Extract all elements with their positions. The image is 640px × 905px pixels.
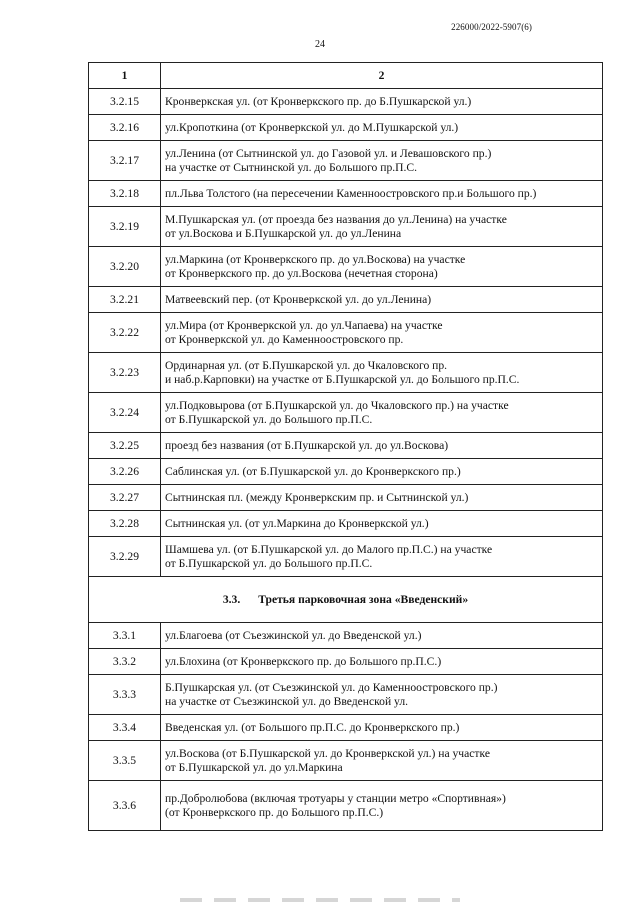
description-line: Сытнинская ул. (от ул.Маркина до Кронверкской ул.) <box>165 516 429 530</box>
description-line: от Б.Пушкарской ул. до Большого пр.П.С. <box>165 412 373 426</box>
row-description <box>161 741 603 781</box>
row-number: 3.2.24 <box>89 393 161 433</box>
description-line: ул.Блохина (от Кронверкского пр. до Большого пр.П.С.) <box>165 654 442 668</box>
row-description <box>161 649 603 675</box>
table-row <box>89 511 603 537</box>
table-row <box>89 485 603 511</box>
table-row <box>89 247 603 287</box>
row-number: 3.2.29 <box>89 537 161 577</box>
table-row <box>89 781 603 831</box>
description-line: и наб.р.Карповки) на участке от Б.Пушкарской ул. до Большого пр.П.С. <box>165 372 520 386</box>
row-number: 3.2.15 <box>89 89 161 115</box>
row-description <box>161 715 603 741</box>
row-description <box>161 485 603 511</box>
description-line: от Кронверкской ул. до Каменноостровского пр. <box>165 332 404 346</box>
description-line: на участке от Сытнинской ул. до Большого пр.П.С. <box>165 160 418 174</box>
row-number: 3.2.28 <box>89 511 161 537</box>
description-line: от Б.Пушкарской ул. до Большого пр.П.С. <box>165 556 373 570</box>
row-number: 3.2.18 <box>89 181 161 207</box>
table-row <box>89 141 603 181</box>
table-row <box>89 89 603 115</box>
table-row <box>89 353 603 393</box>
description-line: ул.Ленина (от Сытнинской ул. до Газовой ул. и Левашовского пр.) <box>165 146 492 160</box>
row-description <box>161 393 603 433</box>
description-line: Б.Пушкарская ул. (от Съезжинской ул. до Каменноостровского пр.) <box>165 680 498 694</box>
row-description <box>161 781 603 831</box>
description-line: Введенская ул. (от Большого пр.П.С. до Кронверкского пр.) <box>165 720 460 734</box>
description-line: Сытнинская пл. (между Кронверкским пр. и Сытнинской ул.) <box>165 490 469 504</box>
row-description <box>161 89 603 115</box>
description-line: пр.Добролюбова (включая тротуары у станции метро «Спортивная») <box>165 791 506 805</box>
section-number: 3.3. <box>222 592 241 606</box>
description-line: ул.Воскова (от Б.Пушкарской ул. до Кронверкской ул.) на участке <box>165 746 490 760</box>
row-number: 3.3.6 <box>89 781 161 831</box>
description-line: (от Кронверкского пр. до Большого пр.П.С.) <box>165 805 384 819</box>
page-number: 24 <box>315 39 325 50</box>
row-description <box>161 459 603 485</box>
table-row <box>89 287 603 313</box>
row-description <box>161 623 603 649</box>
row-number: 3.2.23 <box>89 353 161 393</box>
table-row <box>89 537 603 577</box>
row-number: 3.3.4 <box>89 715 161 741</box>
description-line: на участке от Съезжинской ул. до Введенской ул. <box>165 694 409 708</box>
row-description <box>161 181 603 207</box>
description-line: ул.Благоева (от Съезжинской ул. до Введенской ул.) <box>165 628 422 642</box>
row-number: 3.3.3 <box>89 675 161 715</box>
row-number: 3.2.26 <box>89 459 161 485</box>
row-description <box>161 287 603 313</box>
document-number: 226000/2022-5907(6) <box>451 22 532 32</box>
table-row <box>89 675 603 715</box>
table-body-zone-3-3 <box>89 623 603 831</box>
description-line: пл.Льва Толстого (на пересечении Каменноостровского пр.и Большого пр.) <box>165 186 537 200</box>
description-line: от Б.Пушкарской ул. до ул.Маркина <box>165 760 343 774</box>
section-heading <box>89 577 603 623</box>
row-description <box>161 115 603 141</box>
description-line: от ул.Воскова и Б.Пушкарской ул. до ул.Ленина <box>165 226 402 240</box>
section-title: Третья парковочная зона «Введенский» <box>258 592 469 606</box>
table-row <box>89 393 603 433</box>
table-row <box>89 741 603 781</box>
description-line: проезд без названия (от Б.Пушкарской ул. до ул.Воскова) <box>165 438 449 452</box>
row-description <box>161 207 603 247</box>
row-number: 3.3.1 <box>89 623 161 649</box>
description-line: ул.Подковырова (от Б.Пушкарской ул. до Чкаловского пр.) на участке <box>165 398 509 412</box>
table-row <box>89 433 603 459</box>
description-line: ул.Мира (от Кронверкской ул. до ул.Чапаева) на участке <box>165 318 443 332</box>
row-description <box>161 141 603 181</box>
row-number: 3.3.2 <box>89 649 161 675</box>
description-line: Ординарная ул. (от Б.Пушкарской ул. до Чкаловского пр. <box>165 358 448 372</box>
row-number: 3.2.22 <box>89 313 161 353</box>
row-number: 3.2.20 <box>89 247 161 287</box>
page-bottom-artifact <box>180 898 460 902</box>
row-description <box>161 353 603 393</box>
description-line: Саблинская ул. (от Б.Пушкарской ул. до Кронверкского пр.) <box>165 464 461 478</box>
row-number: 3.2.21 <box>89 287 161 313</box>
row-number: 3.2.17 <box>89 141 161 181</box>
table-row <box>89 181 603 207</box>
description-line: Кронверкская ул. (от Кронверкского пр. до Б.Пушкарской ул.) <box>165 94 472 108</box>
table-row <box>89 715 603 741</box>
table-row <box>89 649 603 675</box>
table-body-zone-3-2 <box>89 89 603 577</box>
row-description <box>161 247 603 287</box>
row-number: 3.2.16 <box>89 115 161 141</box>
row-number: 3.2.25 <box>89 433 161 459</box>
row-description <box>161 675 603 715</box>
header-col-2: 2 <box>161 63 603 89</box>
row-description <box>161 537 603 577</box>
table-row <box>89 115 603 141</box>
table-row <box>89 207 603 247</box>
table-header-row <box>89 63 603 89</box>
row-number: 3.2.27 <box>89 485 161 511</box>
section-row <box>89 577 603 623</box>
table-row <box>89 313 603 353</box>
streets-table <box>88 62 603 831</box>
row-number: 3.2.19 <box>89 207 161 247</box>
description-line: от Кронверкского пр. до ул.Воскова (нечетная сторона) <box>165 266 438 280</box>
row-number: 3.3.5 <box>89 741 161 781</box>
description-line: М.Пушкарская ул. (от проезда без названия до ул.Ленина) на участке <box>165 212 507 226</box>
description-line: Шамшева ул. (от Б.Пушкарской ул. до Малого пр.П.С.) на участке <box>165 542 493 556</box>
description-line: Матвеевский пер. (от Кронверкской ул. до ул.Ленина) <box>165 292 432 306</box>
row-description <box>161 433 603 459</box>
description-line: ул.Маркина (от Кронверкского пр. до ул.Воскова) на участке <box>165 252 466 266</box>
table-row <box>89 623 603 649</box>
header-col-1: 1 <box>89 63 161 89</box>
description-line: ул.Кропоткина (от Кронверкской ул. до М.Пушкарской ул.) <box>165 120 459 134</box>
row-description <box>161 511 603 537</box>
table-row <box>89 459 603 485</box>
row-description <box>161 313 603 353</box>
